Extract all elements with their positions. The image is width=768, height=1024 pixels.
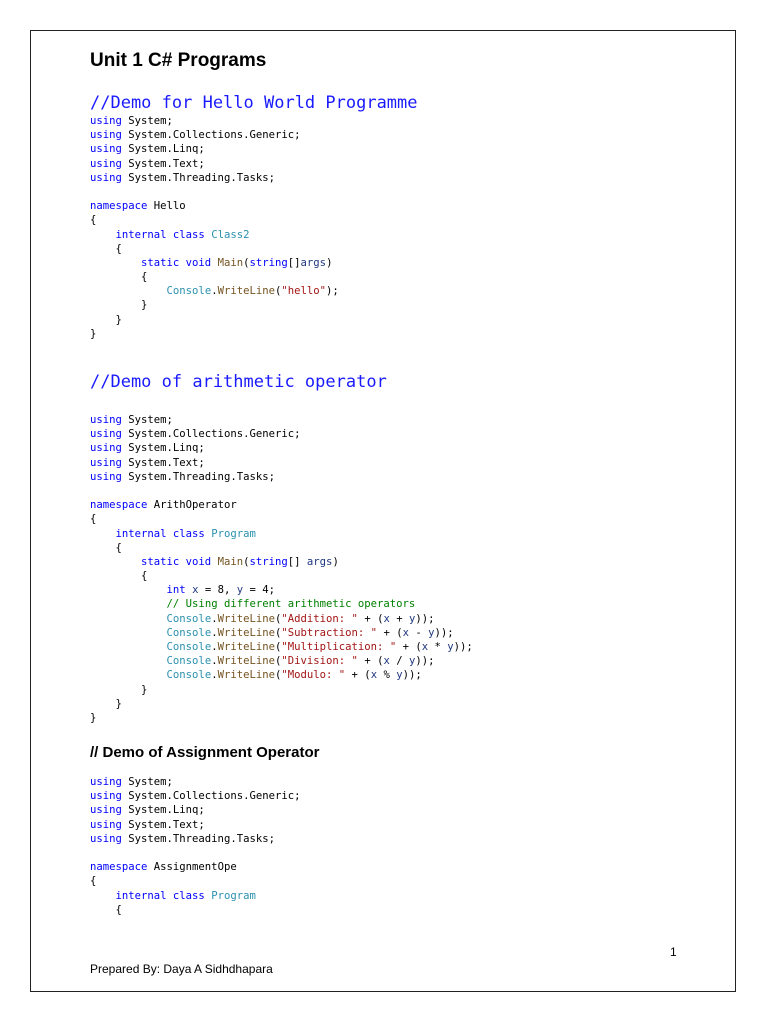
code-line (90, 612, 473, 626)
code-token (90, 641, 167, 653)
code-token: Main (217, 256, 244, 269)
code-token: } (90, 711, 97, 724)
code-token: Console (166, 669, 212, 682)
code-line (90, 832, 300, 846)
code-token: args (306, 555, 333, 568)
code-token: WriteLine (217, 669, 275, 682)
code-token: internal class (115, 889, 205, 902)
code-line (90, 846, 300, 860)
code-token: using (90, 790, 122, 803)
code-token: . (211, 669, 218, 682)
code-token: internal class (115, 228, 205, 241)
code-token: ); (326, 285, 339, 298)
code-token: = 4; (243, 584, 276, 597)
code-line (90, 668, 473, 682)
code-token: using (90, 171, 122, 184)
code-token: } (90, 313, 122, 326)
document-title: Unit 1 C# Programs (90, 50, 267, 71)
code-token: System.Threading.Tasks; (121, 171, 275, 184)
code-token: "Modulo: " (281, 669, 346, 682)
code-token: + (389, 612, 409, 625)
code-line (90, 327, 339, 341)
code-token: Program (211, 889, 256, 902)
code-line (90, 427, 473, 441)
section-heading-arithmetic: //Demo of arithmetic operator (90, 372, 387, 392)
code-token: System.Collections.Generic; (121, 428, 301, 441)
code-token: y (447, 641, 454, 653)
code-token: } (90, 697, 122, 710)
code-line (90, 597, 473, 611)
code-token: namespace (90, 499, 148, 512)
code-token: y (236, 584, 244, 597)
code-token: WriteLine (217, 612, 275, 625)
code-token: )); (434, 626, 454, 639)
code-line (90, 270, 339, 284)
code-line (90, 256, 339, 270)
code-token: Console (166, 285, 212, 298)
code-token: string (249, 256, 288, 269)
code-token: using (90, 428, 122, 441)
code-token: using (90, 776, 122, 788)
code-token: * (428, 641, 448, 653)
code-token (90, 556, 141, 568)
code-token: + ( (396, 641, 422, 653)
code-token: Console (166, 612, 212, 625)
code-token (90, 613, 167, 625)
code-token: ( (275, 612, 282, 625)
code-token: System.Text; (121, 456, 205, 469)
code-line (90, 527, 473, 541)
code-token: )); (415, 655, 435, 668)
code-token: + ( (357, 612, 384, 625)
code-token: { (90, 513, 97, 526)
code-line (90, 541, 473, 555)
code-line (90, 569, 473, 583)
code-token: - (408, 626, 429, 639)
code-token: using (90, 115, 122, 127)
code-token: ( (243, 555, 250, 568)
code-line (90, 775, 300, 789)
code-token: { (90, 903, 122, 916)
code-token: System.Text; (121, 157, 205, 170)
code-token: ( (275, 285, 282, 298)
code-line (90, 640, 473, 654)
code-token: namespace (90, 200, 148, 213)
code-token: System; (121, 414, 173, 426)
code-line (90, 803, 300, 817)
code-line (90, 498, 473, 512)
code-line (90, 626, 473, 640)
code-token (90, 584, 167, 596)
code-token: + ( (357, 655, 384, 668)
code-token (90, 285, 167, 297)
code-token: { (90, 541, 122, 554)
code-token (90, 669, 167, 681)
code-token: static void (141, 555, 212, 568)
code-token: . (211, 285, 218, 298)
code-token: y (428, 626, 435, 639)
code-token: } (90, 683, 148, 696)
code-token: x (370, 669, 378, 682)
code-token: x (383, 612, 390, 625)
code-line (90, 298, 339, 312)
code-token (90, 655, 167, 667)
code-token (90, 598, 167, 610)
code-token: { (90, 875, 97, 888)
code-token: // Using different arithmetic operators (166, 598, 416, 611)
code-token: System.Collections.Generic; (121, 129, 301, 142)
code-token: Class2 (211, 228, 250, 241)
code-token: "hello" (281, 285, 327, 298)
code-line (90, 213, 339, 227)
code-token: "Subtraction: " (281, 626, 378, 639)
code-token: x (421, 641, 429, 653)
code-line (90, 470, 473, 484)
code-token: Hello (147, 200, 186, 213)
code-token: using (90, 442, 122, 455)
code-line (90, 654, 473, 668)
code-token: using (90, 470, 122, 483)
code-token: using (90, 804, 122, 817)
code-line (90, 413, 473, 427)
code-line (90, 157, 339, 171)
code-line (90, 583, 473, 597)
code-token: { (90, 214, 97, 227)
code-line (90, 199, 339, 213)
code-line (90, 142, 339, 156)
code-token: WriteLine (217, 285, 275, 298)
page-number: 1 (670, 945, 677, 959)
code-line (90, 683, 473, 697)
code-line (90, 555, 473, 569)
code-token: Program (211, 527, 256, 540)
code-line (90, 128, 339, 142)
code-token: using (90, 129, 122, 142)
section-heading-hello-world: //Demo for Hello World Programme (90, 93, 418, 113)
code-line (90, 441, 473, 455)
code-token: ( (275, 669, 282, 682)
code-token: static void (141, 256, 212, 269)
code-line (90, 456, 473, 470)
code-block-arithmetic (90, 413, 473, 725)
code-token: )); (415, 612, 435, 625)
code-token: ArithOperator (147, 499, 237, 512)
code-token: ( (275, 641, 282, 653)
code-token: { (90, 570, 148, 583)
code-token: using (90, 157, 122, 170)
code-token: using (90, 832, 122, 845)
code-line (90, 284, 339, 298)
code-block-assignment (90, 775, 300, 917)
code-token: Console (166, 655, 212, 668)
code-token: Main (217, 555, 244, 568)
code-token: string (249, 555, 288, 568)
code-token: System.Linq; (121, 143, 205, 156)
code-token: ) (332, 555, 339, 568)
code-token: System; (121, 776, 173, 788)
code-token: % (377, 669, 397, 682)
code-line (90, 903, 300, 917)
code-token: )); (402, 669, 422, 682)
code-line (90, 228, 339, 242)
code-token: )); (453, 641, 473, 653)
code-token: WriteLine (217, 626, 275, 639)
code-line (90, 711, 473, 725)
code-line (90, 171, 339, 185)
code-token: x (192, 584, 199, 597)
code-line (90, 313, 339, 327)
code-token: + ( (377, 626, 403, 639)
code-line (90, 874, 300, 888)
code-token: using (90, 143, 122, 156)
code-line (90, 889, 300, 903)
code-token: "Multiplication: " (281, 641, 397, 653)
code-token: System.Linq; (121, 804, 205, 817)
code-token: { (90, 242, 122, 255)
code-token: [] (287, 555, 307, 568)
code-token: . (211, 641, 218, 653)
code-token: internal class (115, 527, 205, 540)
code-token: using (90, 818, 122, 831)
code-token (90, 627, 167, 639)
code-line (90, 860, 300, 874)
code-token: . (211, 612, 218, 625)
code-token: args (300, 256, 327, 269)
code-token: System.Text; (121, 818, 205, 831)
code-line (90, 789, 300, 803)
code-line (90, 242, 339, 256)
code-token: using (90, 414, 122, 426)
code-token: Console (166, 626, 212, 639)
code-line (90, 818, 300, 832)
footer-credit: Prepared By: Daya A Sidhdhapara (90, 962, 273, 976)
code-token: WriteLine (217, 655, 275, 668)
code-token: / (389, 655, 409, 668)
code-token: System.Linq; (121, 442, 205, 455)
code-line (90, 114, 339, 128)
code-token: System; (121, 115, 173, 127)
code-token: [] (287, 256, 301, 269)
code-line (90, 484, 473, 498)
code-token: { (90, 271, 148, 284)
code-line (90, 697, 473, 711)
code-token: . (211, 626, 218, 639)
code-token: ( (275, 655, 282, 668)
code-token (90, 257, 141, 269)
code-token: ( (243, 256, 250, 269)
code-token (90, 229, 116, 241)
code-token: System.Threading.Tasks; (121, 470, 275, 483)
code-token: y (408, 612, 416, 625)
code-token: System.Threading.Tasks; (121, 832, 275, 845)
code-token: ( (275, 626, 282, 639)
code-token: = 8, (198, 584, 237, 597)
code-token: namespace (90, 861, 148, 874)
code-token: System.Collections.Generic; (121, 790, 301, 803)
code-token: x (402, 626, 409, 639)
code-token (90, 528, 116, 540)
code-token: y (396, 669, 403, 682)
code-token: } (90, 299, 148, 312)
code-token: } (90, 327, 97, 340)
code-token: y (408, 655, 416, 668)
code-token: Console (166, 641, 212, 653)
code-token: "Division: " (281, 655, 358, 668)
code-token (90, 890, 116, 902)
code-token: "Addition: " (281, 612, 358, 625)
section-heading-assignment: // Demo of Assignment Operator (90, 744, 320, 761)
code-token: AssignmentOpe (147, 861, 237, 874)
code-token: . (211, 655, 218, 668)
code-token: using (90, 456, 122, 469)
code-line (90, 512, 473, 526)
code-token: + ( (345, 669, 371, 682)
code-block-hello-world (90, 114, 339, 341)
code-token: int (166, 584, 186, 597)
code-line (90, 185, 339, 199)
code-token: WriteLine (217, 641, 275, 653)
code-token: x (383, 655, 390, 668)
code-token: ) (326, 256, 333, 269)
